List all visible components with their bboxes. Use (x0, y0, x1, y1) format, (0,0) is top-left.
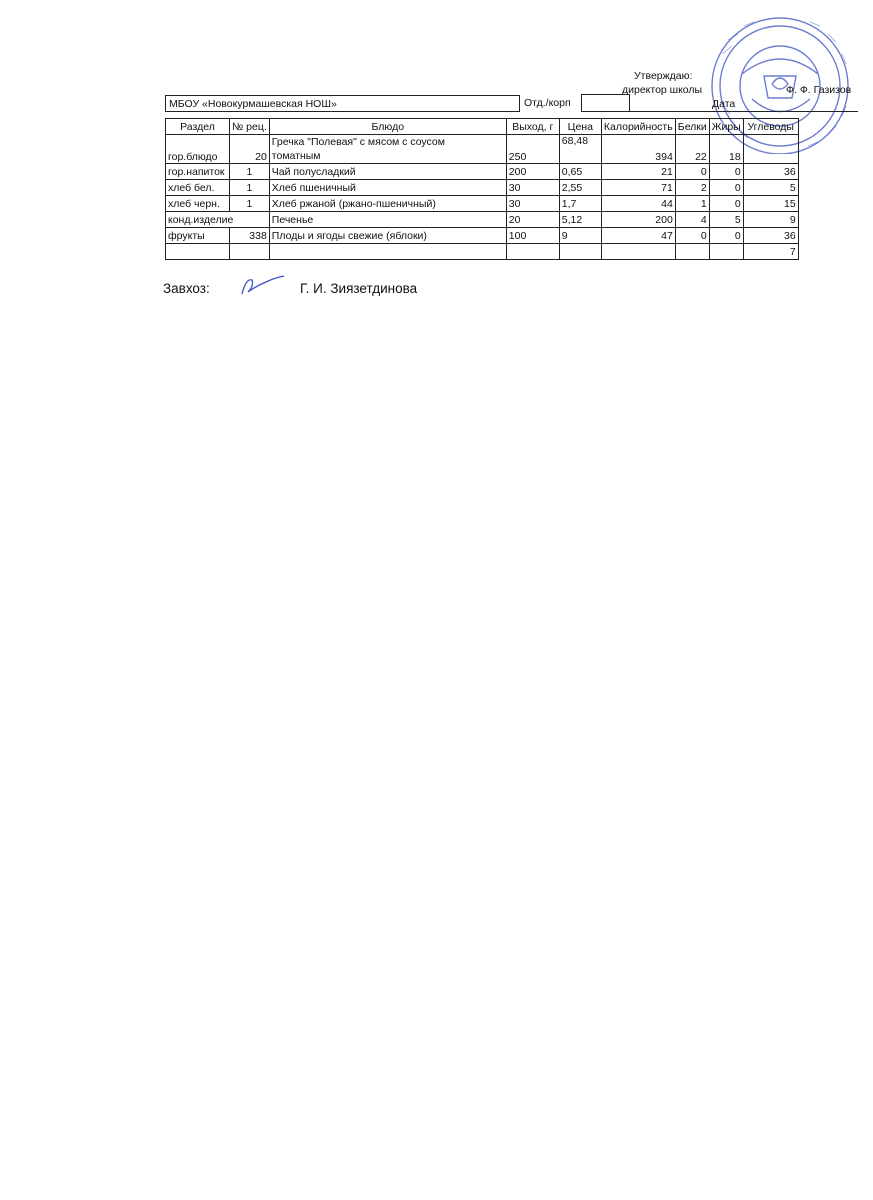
cell-protein: 1 (675, 196, 709, 212)
table-header-row (166, 119, 799, 135)
cell-calories: 394 (601, 135, 675, 164)
header-carbs: Углеводы (743, 119, 798, 135)
cell-output: 30 (506, 180, 559, 196)
cell-dish: Плоды и ягоды свежие (яблоки) (269, 228, 506, 244)
cell-fat: 0 (709, 196, 743, 212)
cell-price: 1,7 (559, 196, 601, 212)
cell-fat: 18 (709, 135, 743, 164)
cell-output: 100 (506, 228, 559, 244)
cell-section: хлеб бел. (166, 180, 230, 196)
header-price: Цена (559, 119, 601, 135)
cell-carbs: 7 (743, 244, 798, 260)
cell-price: 2,55 (559, 180, 601, 196)
table-row (166, 244, 799, 260)
cell-dish: Хлеб пшеничный (269, 180, 506, 196)
header-recipe: № рец. (230, 119, 270, 135)
cell-fat: 0 (709, 180, 743, 196)
table-row (166, 212, 799, 228)
cell-calories: 71 (601, 180, 675, 196)
date-line (630, 111, 858, 112)
cell-carbs: 5 (743, 180, 798, 196)
cell-fat (709, 244, 743, 260)
cell-dish-line2: томатным (271, 150, 321, 162)
cell-section: гор.блюдо (166, 135, 230, 164)
cell-protein (675, 244, 709, 260)
cell-dish (269, 135, 506, 164)
cell-section: конд.изделие (166, 212, 270, 228)
cell-dish: Чай полусладкий (269, 164, 506, 180)
header-dish: Блюдо (269, 119, 506, 135)
cell-recipe: 1 (230, 164, 270, 180)
cell-carbs (743, 135, 798, 164)
cell-protein: 4 (675, 212, 709, 228)
table-row (166, 228, 799, 244)
header-fat: Жиры (709, 119, 743, 135)
cell-protein: 2 (675, 180, 709, 196)
cell-carbs: 36 (743, 164, 798, 180)
approval-name: Ф. Ф. Газизов (786, 84, 852, 96)
cell-calories (601, 244, 675, 260)
dept-field (581, 94, 630, 112)
approval-date-label: Дата (712, 98, 736, 110)
cell-recipe: 20 (230, 135, 270, 164)
cell-section: хлеб черн. (166, 196, 230, 212)
table-row (166, 135, 799, 164)
cell-dish (269, 244, 506, 260)
cell-protein: 22 (675, 135, 709, 164)
cell-recipe: 1 (230, 180, 270, 196)
signature-name: Г. И. Зиязетдинова (300, 281, 418, 296)
cell-fat: 0 (709, 164, 743, 180)
cell-section: фрукты (166, 228, 230, 244)
header-section: Раздел (166, 119, 230, 135)
handwritten-signature (236, 272, 286, 298)
header-output: Выход, г (506, 119, 559, 135)
cell-output: 250 (506, 135, 559, 164)
cell-price: 9 (559, 228, 601, 244)
cell-protein: 0 (675, 164, 709, 180)
cell-protein: 0 (675, 228, 709, 244)
cell-output: 200 (506, 164, 559, 180)
cell-carbs: 15 (743, 196, 798, 212)
cell-recipe: 1 (230, 196, 270, 212)
cell-price: 5,12 (559, 212, 601, 228)
school-name: МБОУ «Новокурмашевская НОШ» (165, 95, 520, 112)
cell-calories: 47 (601, 228, 675, 244)
cell-section (166, 244, 230, 260)
cell-recipe: 338 (230, 228, 270, 244)
cell-output: 20 (506, 212, 559, 228)
cell-dish: Хлеб ржаной (ржано-пшеничный) (269, 196, 506, 212)
cell-output: 30 (506, 196, 559, 212)
cell-fat: 0 (709, 228, 743, 244)
cell-recipe (230, 244, 270, 260)
table-row (166, 164, 799, 180)
cell-dish: Печенье (269, 212, 506, 228)
cell-price: 0,65 (559, 164, 601, 180)
cell-calories: 200 (601, 212, 675, 228)
cell-dish-line1: Гречка "Полевая" с мясом с соусом (271, 136, 445, 148)
cell-carbs: 9 (743, 212, 798, 228)
cell-carbs: 36 (743, 228, 798, 244)
cell-section: гор.напиток (166, 164, 230, 180)
approval-position: директор школы (622, 84, 703, 96)
cell-output (506, 244, 559, 260)
cell-calories: 21 (601, 164, 675, 180)
table-row (166, 196, 799, 212)
dept-label: Отд./корп (524, 97, 571, 109)
menu-table (165, 118, 799, 260)
table-row (166, 180, 799, 196)
cell-price: 68,48 (559, 135, 601, 164)
signature-label: Завхоз: (163, 281, 210, 296)
cell-calories: 44 (601, 196, 675, 212)
header-calories: Калорийность (601, 119, 675, 135)
approval-title: Утверждаю: (634, 70, 693, 82)
cell-fat: 5 (709, 212, 743, 228)
cell-price (559, 244, 601, 260)
header-protein: Белки (675, 119, 709, 135)
